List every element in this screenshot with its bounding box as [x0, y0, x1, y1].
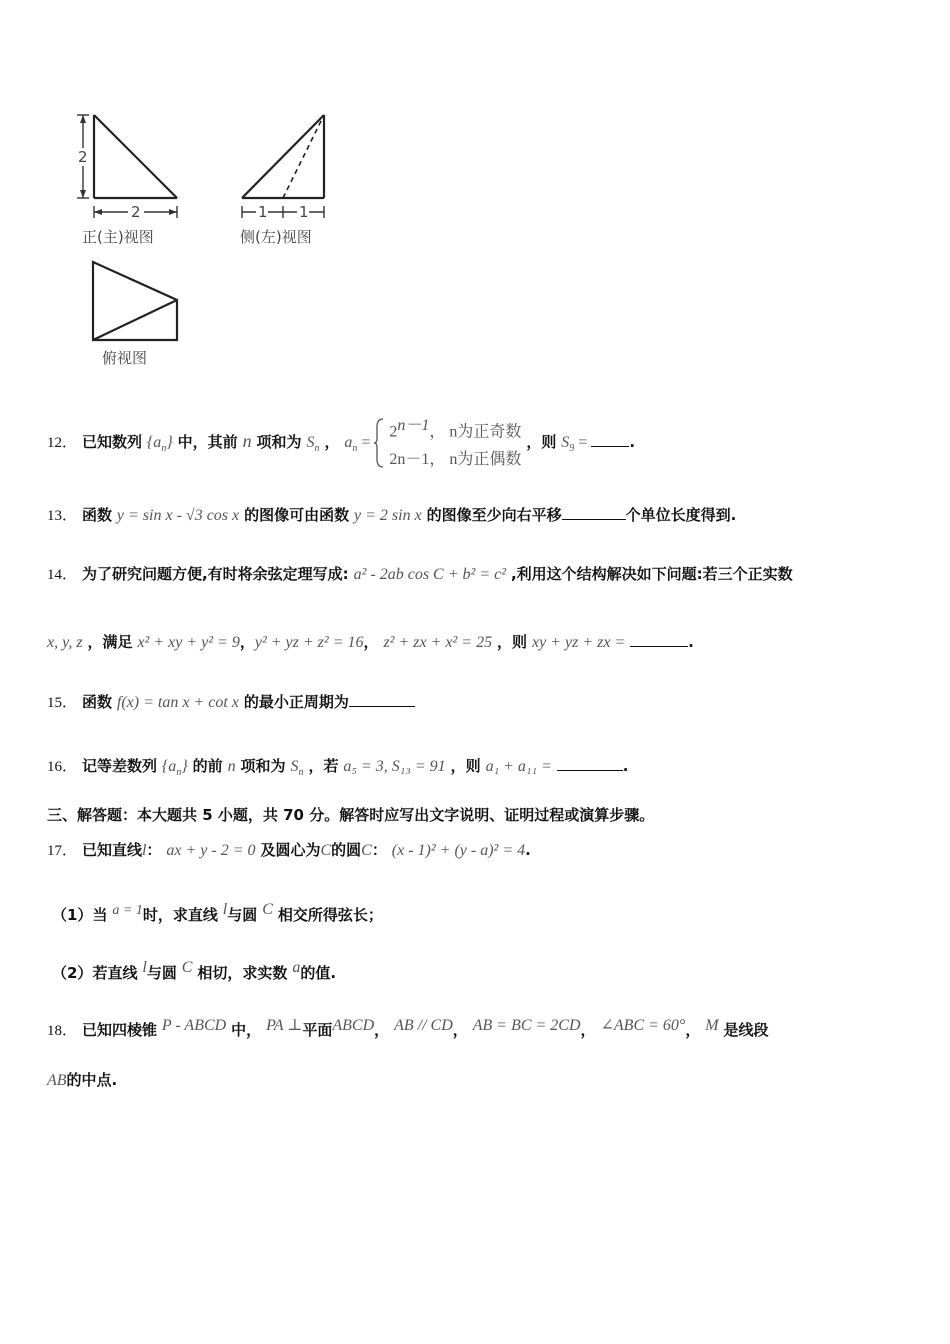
side-view-dim-right-label: 1 — [299, 203, 309, 221]
question-18: 18． 已知四棱锥 P - ABCD 中， PA ⊥平面ABCD， AB // CD， AB = BC = 2CD， ∠ABC = 60°， M 是线段 — [47, 1017, 769, 1039]
side-view-dim-left-label: 1 — [258, 203, 268, 221]
question-number: 12． — [47, 435, 78, 452]
question-17-part-2: （2）若直线 l与圆 C 相切，求实数 a的值. — [52, 959, 337, 982]
math-S9: $S_9$ — [561, 434, 575, 455]
side-view-caption: 侧(左)视图 — [240, 228, 312, 246]
math-seq: $\{a_n\}$ — [146, 434, 173, 455]
brace-icon — [374, 417, 384, 469]
top-view-caption: 俯视图 — [102, 349, 148, 367]
top-view-diagonal — [93, 300, 177, 340]
answer-blank — [630, 632, 688, 647]
front-view-triangle-hypotenuse — [94, 115, 177, 198]
front-view-dim-horizontal-label: 2 — [131, 203, 141, 221]
question-14: 14． 为了研究问题方便,有时将余弦定理写成: a² - 2ab cos C + b² = c² ,利用这个结构解决如下问题:若三个正实数 — [47, 565, 793, 583]
front-view-caption: 正(主)视图 — [82, 228, 154, 246]
math-f1: y = sin x - √3 cos x — [116, 507, 240, 524]
side-view-dashed-edge — [283, 115, 324, 198]
side-view-hypotenuse — [242, 115, 324, 198]
piecewise-cases: $2^{n-1}$， n为正奇数 2n－1， n为正偶数 — [389, 417, 522, 469]
answer-blank — [557, 756, 623, 771]
front-view-figure — [70, 108, 190, 253]
math-an: $a_n$ — [344, 434, 358, 455]
math-cosine-law: a² - 2ab cos C + b² = c² — [353, 566, 507, 583]
front-view-dim-vertical-label: 2 — [78, 148, 88, 166]
math-f2: y = 2 sin x — [354, 507, 422, 524]
top-view-figure — [80, 256, 190, 371]
answer-blank — [562, 505, 626, 520]
question-17: 17． 已知直线l： ax + y - 2 = 0 及圆心为C的圆C： (x - 1)² + (y - a)² = 4. — [47, 841, 531, 859]
top-view-outline — [93, 262, 177, 340]
side-view-figure — [232, 108, 342, 253]
question-14-cont: x, y, z ，满足 x² + xy + y² = 9，y² + yz + z² = 16， z² + zx + x² = 25 ，则 xy + yz + zx = . — [47, 633, 694, 651]
question-13: 13． 函数 y = sin x - √3 cos x 的图像可由函数 y = 2 sin x 的图像至少向右平移 个单位长度得到. — [47, 506, 737, 524]
answer-blank — [591, 432, 629, 447]
question-16: 16． 记等差数列 $\{a_n\}$ 的前 n 项和为 $S_n$ ，若 a₅ = 3, S₁₃ = 91 ，则 a₁ + a₁₁ = . — [47, 757, 629, 779]
question-15: 15． 函数 f(x) = tan x + cot x 的最小正周期为 — [47, 684, 415, 720]
section-heading: 三、解答题：本大题共 5 小题，共 70 分。解答时应写出文字说明、证明过程或演算步骤。 — [47, 806, 655, 824]
question-12: 12． 已知数列 $\{a_n\}$ 中，其前 n 项和为 $S_n$ ， $a_n$ = $2^{n-1}$， n为正奇数 2n－1， n为正偶数 ，则 $S_9$ = . — [47, 412, 635, 468]
question-17-part-1: （1）当 a = 1时，求直线 l与圆 C 相交所得弦长； — [52, 901, 383, 924]
math-Sn: $S_n$ — [306, 434, 320, 455]
answer-blank — [349, 692, 415, 707]
question-18-cont: AB的中点. — [47, 1071, 118, 1089]
